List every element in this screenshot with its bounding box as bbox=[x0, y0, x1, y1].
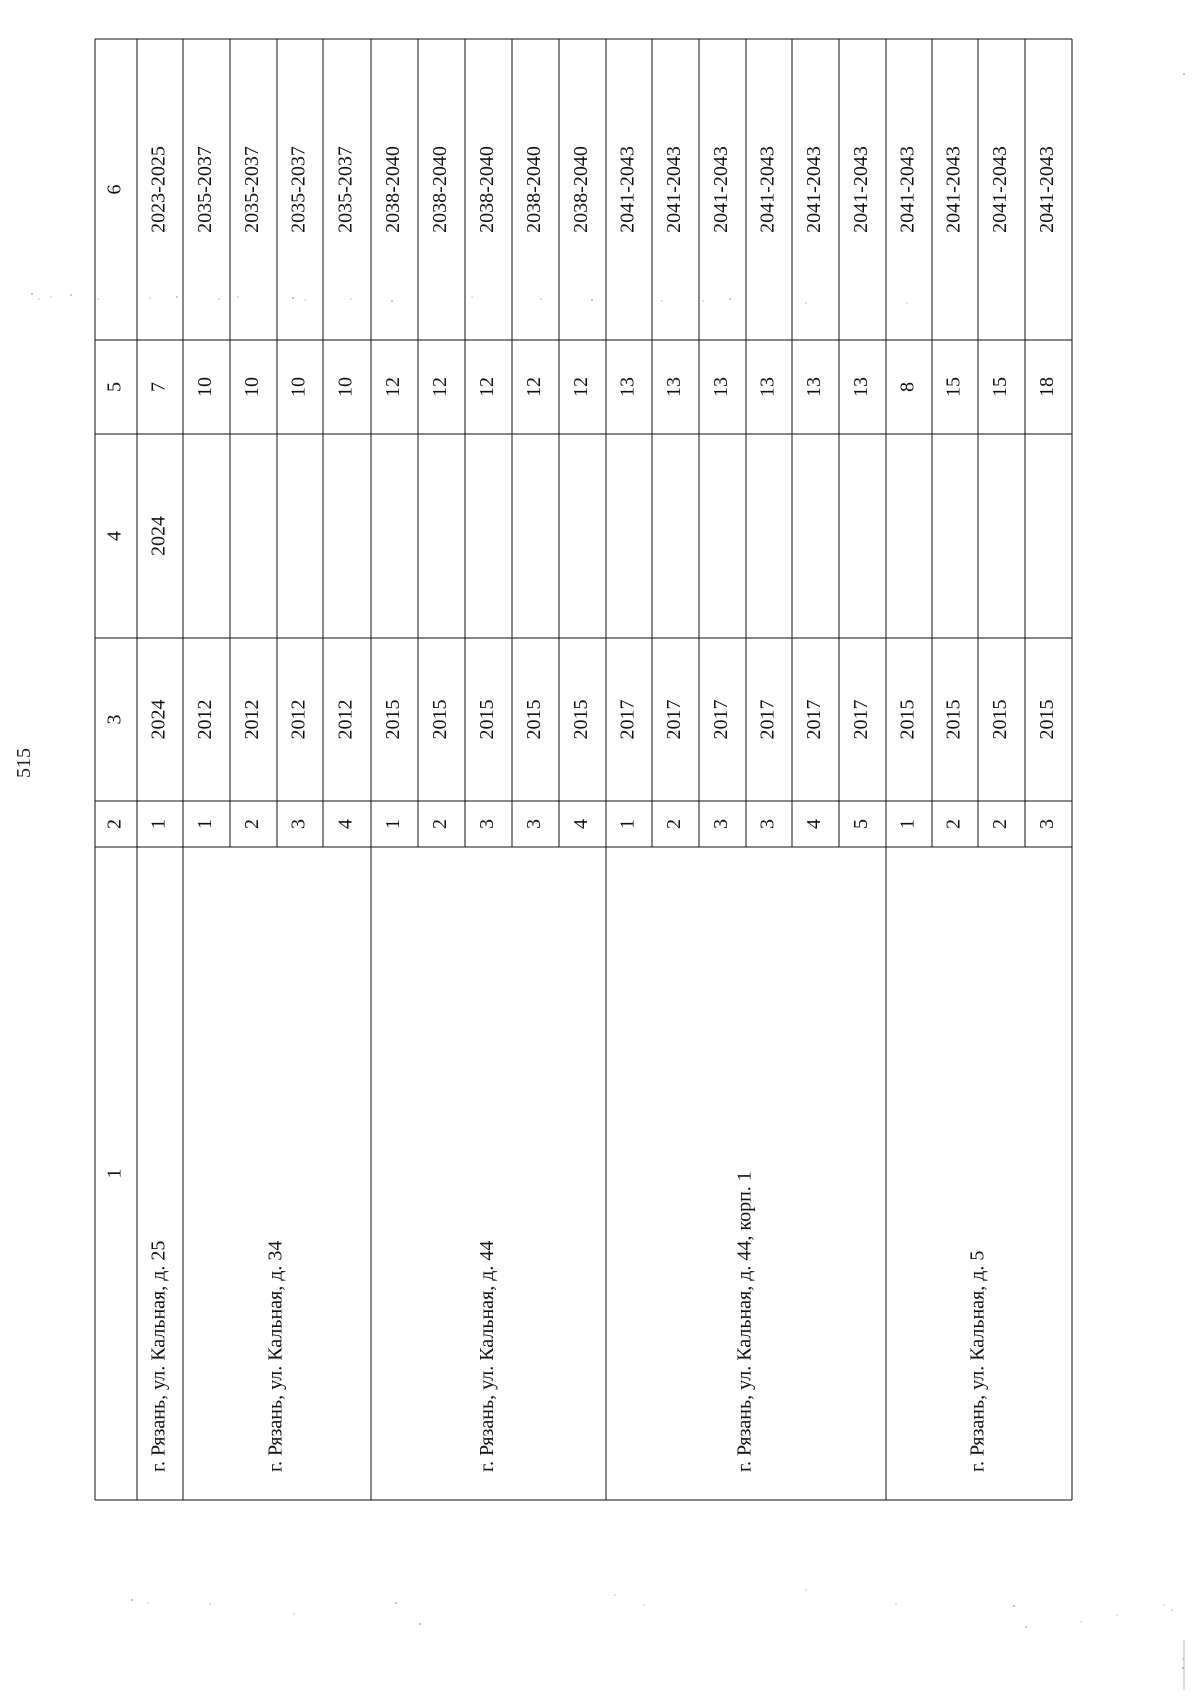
scan-speck bbox=[391, 300, 393, 302]
row-13-col-5: 13 bbox=[710, 377, 733, 397]
row-16-col-3: 2017 bbox=[850, 699, 873, 740]
row-12-col-6: 2041-2043 bbox=[663, 146, 686, 233]
row-13-col-6: 2041-2043 bbox=[710, 146, 733, 233]
scan-speck bbox=[1171, 1609, 1172, 1610]
row-14-col-6: 2041-2043 bbox=[756, 146, 779, 233]
column-header-5: 5 bbox=[103, 382, 126, 392]
row-8-col-2: 3 bbox=[476, 819, 499, 829]
scan-speck bbox=[805, 302, 806, 303]
scan-speck bbox=[131, 1599, 133, 1601]
scan-speck bbox=[729, 298, 731, 300]
scan-speck bbox=[1182, 1658, 1183, 1659]
scan-speck bbox=[419, 1623, 421, 1625]
row-9-col-3: 2015 bbox=[523, 699, 546, 740]
row-4-col-6: 2035-2037 bbox=[287, 146, 310, 233]
row-19-col-3: 2015 bbox=[989, 699, 1012, 740]
scan-speck bbox=[70, 294, 72, 296]
row-14-col-2: 3 bbox=[756, 819, 779, 829]
row-4-col-3: 2012 bbox=[287, 699, 310, 740]
row-13-col-2: 3 bbox=[710, 819, 733, 829]
row-5-col-2: 4 bbox=[334, 819, 357, 829]
row-1-col-6: 2023-2025 bbox=[147, 146, 170, 233]
row-11-col-3: 2017 bbox=[616, 699, 639, 740]
row-14-col-3: 2017 bbox=[756, 699, 779, 740]
scan-speck bbox=[591, 299, 593, 301]
row-4-col-2: 3 bbox=[287, 819, 310, 829]
row-13-col-3: 2017 bbox=[710, 699, 733, 740]
row-2-col-2: 1 bbox=[194, 819, 217, 829]
scan-speck bbox=[895, 1603, 896, 1604]
row-2-col-5: 10 bbox=[194, 377, 217, 397]
scan-speck bbox=[661, 300, 662, 301]
row-3-col-2: 2 bbox=[241, 819, 264, 829]
scan-speck bbox=[906, 302, 907, 303]
scan-speck bbox=[237, 296, 238, 297]
scan-speck bbox=[1025, 1626, 1027, 1628]
row-19-col-6: 2041-2043 bbox=[989, 146, 1012, 233]
row-18-col-6: 2041-2043 bbox=[942, 146, 965, 233]
row-11-col-2: 1 bbox=[616, 819, 639, 829]
scan-speck bbox=[97, 298, 98, 299]
row-12-col-5: 13 bbox=[663, 377, 686, 397]
row-12-col-2: 2 bbox=[663, 819, 686, 829]
row-6-col-6: 2038-2040 bbox=[382, 146, 405, 233]
row-10-col-5: 12 bbox=[570, 377, 593, 397]
row-20-col-3: 2015 bbox=[1036, 699, 1059, 740]
row-6-col-5: 12 bbox=[382, 377, 405, 397]
scan-speck bbox=[147, 1602, 148, 1603]
row-10-col-6: 2038-2040 bbox=[570, 146, 593, 233]
scan-speck bbox=[218, 298, 219, 299]
row-15-col-6: 2041-2043 bbox=[803, 146, 826, 233]
row-16-col-2: 5 bbox=[850, 819, 873, 829]
row-8-col-3: 2015 bbox=[476, 699, 499, 740]
scan-speck bbox=[1080, 1621, 1081, 1622]
scan-speck bbox=[38, 298, 39, 299]
row-1-col-5: 7 bbox=[147, 382, 170, 392]
row-16-col-6: 2041-2043 bbox=[850, 146, 873, 233]
row-3-col-6: 2035-2037 bbox=[241, 146, 264, 233]
scan-speck bbox=[1183, 73, 1185, 75]
scan-speck bbox=[350, 298, 351, 299]
row-7-col-6: 2038-2040 bbox=[429, 146, 452, 233]
row-9-col-2: 3 bbox=[523, 819, 546, 829]
row-8-col-6: 2038-2040 bbox=[476, 146, 499, 233]
page-number: 515 bbox=[13, 748, 35, 778]
row-11-col-6: 2041-2043 bbox=[616, 146, 639, 233]
scan-specks bbox=[31, 73, 1185, 1690]
scan-speck bbox=[471, 296, 472, 297]
row-5-col-5: 10 bbox=[334, 377, 357, 397]
column-header-6: 6 bbox=[103, 184, 126, 195]
row-17-col-6: 2041-2043 bbox=[896, 146, 919, 233]
scan-speck bbox=[31, 293, 33, 295]
scan-speck bbox=[395, 1602, 397, 1604]
row-15-col-2: 4 bbox=[803, 819, 826, 829]
scan-speck bbox=[1013, 1605, 1015, 1607]
row-1-col-4: 2024 bbox=[147, 516, 170, 556]
row-16-col-5: 13 bbox=[850, 377, 873, 397]
column-header-1: 1 bbox=[103, 1168, 126, 1179]
column-header-2: 2 bbox=[103, 819, 126, 829]
address-cell-3: г. Рязань, ул. Кальная, д. 44 bbox=[476, 1240, 499, 1472]
scan-speck bbox=[614, 1594, 615, 1595]
scan-speck bbox=[293, 1613, 294, 1614]
scan-speck bbox=[209, 1603, 210, 1604]
address-cell-1: г. Рязань, ул. Кальная, д. 25 bbox=[147, 1240, 170, 1472]
scan-speck bbox=[702, 300, 703, 301]
row-15-col-3: 2017 bbox=[803, 699, 826, 740]
row-17-col-3: 2015 bbox=[896, 699, 919, 740]
scan-speck bbox=[149, 297, 150, 298]
row-20-col-5: 18 bbox=[1036, 377, 1059, 397]
row-20-col-6: 2041-2043 bbox=[1036, 146, 1059, 233]
row-2-col-3: 2012 bbox=[194, 699, 217, 740]
row-6-col-3: 2015 bbox=[382, 699, 405, 740]
row-5-col-6: 2035-2037 bbox=[334, 146, 357, 233]
row-1-col-2: 1 bbox=[147, 819, 170, 829]
scan-speck bbox=[805, 1589, 806, 1590]
address-cell-2: г. Рязань, ул. Кальная, д. 34 bbox=[264, 1240, 287, 1472]
address-cell-4: г. Рязань, ул. Кальная, д. 44, корп. 1 bbox=[733, 1171, 756, 1472]
row-3-col-5: 10 bbox=[241, 377, 264, 397]
row-9-col-5: 12 bbox=[523, 377, 546, 397]
row-9-col-6: 2038-2040 bbox=[523, 146, 546, 233]
row-15-col-5: 13 bbox=[803, 377, 826, 397]
scan-speck bbox=[292, 297, 294, 299]
row-7-col-5: 12 bbox=[429, 377, 452, 397]
row-14-col-5: 13 bbox=[756, 377, 779, 397]
row-20-col-2: 3 bbox=[1036, 819, 1059, 829]
scan-speck bbox=[540, 298, 541, 299]
column-header-4: 4 bbox=[103, 531, 126, 541]
row-10-col-2: 4 bbox=[570, 819, 593, 829]
row-5-col-3: 2012 bbox=[334, 699, 357, 740]
scan-speck bbox=[643, 1604, 644, 1605]
row-12-col-3: 2017 bbox=[663, 699, 686, 740]
column-header-3: 3 bbox=[103, 714, 126, 725]
row-3-col-3: 2012 bbox=[241, 699, 264, 740]
row-7-col-2: 2 bbox=[429, 819, 452, 829]
scan-speck bbox=[176, 296, 178, 298]
row-8-col-5: 12 bbox=[476, 377, 499, 397]
row-18-col-5: 15 bbox=[942, 377, 965, 397]
table-text bbox=[104, 146, 1059, 1472]
row-19-col-5: 15 bbox=[989, 377, 1012, 397]
table-grid bbox=[95, 39, 1072, 1500]
row-4-col-5: 10 bbox=[287, 377, 310, 397]
row-1-col-3: 2024 bbox=[147, 699, 170, 740]
row-6-col-2: 1 bbox=[382, 819, 405, 829]
row-19-col-2: 2 bbox=[989, 819, 1012, 829]
row-17-col-5: 8 bbox=[896, 382, 919, 392]
scan-speck bbox=[1163, 1604, 1164, 1605]
row-7-col-3: 2015 bbox=[429, 699, 452, 740]
row-10-col-3: 2015 bbox=[570, 699, 593, 740]
row-11-col-5: 13 bbox=[616, 377, 639, 397]
scan-speck bbox=[304, 299, 305, 300]
scan-speck bbox=[1116, 1614, 1117, 1615]
address-cell-5: г. Рязань, ул. Кальная, д. 5 bbox=[966, 1250, 989, 1472]
scan-speck bbox=[50, 296, 51, 297]
row-18-col-2: 2 bbox=[942, 819, 965, 829]
row-18-col-3: 2015 bbox=[942, 699, 965, 740]
row-2-col-6: 2035-2037 bbox=[194, 146, 217, 233]
row-17-col-2: 1 bbox=[896, 819, 919, 829]
